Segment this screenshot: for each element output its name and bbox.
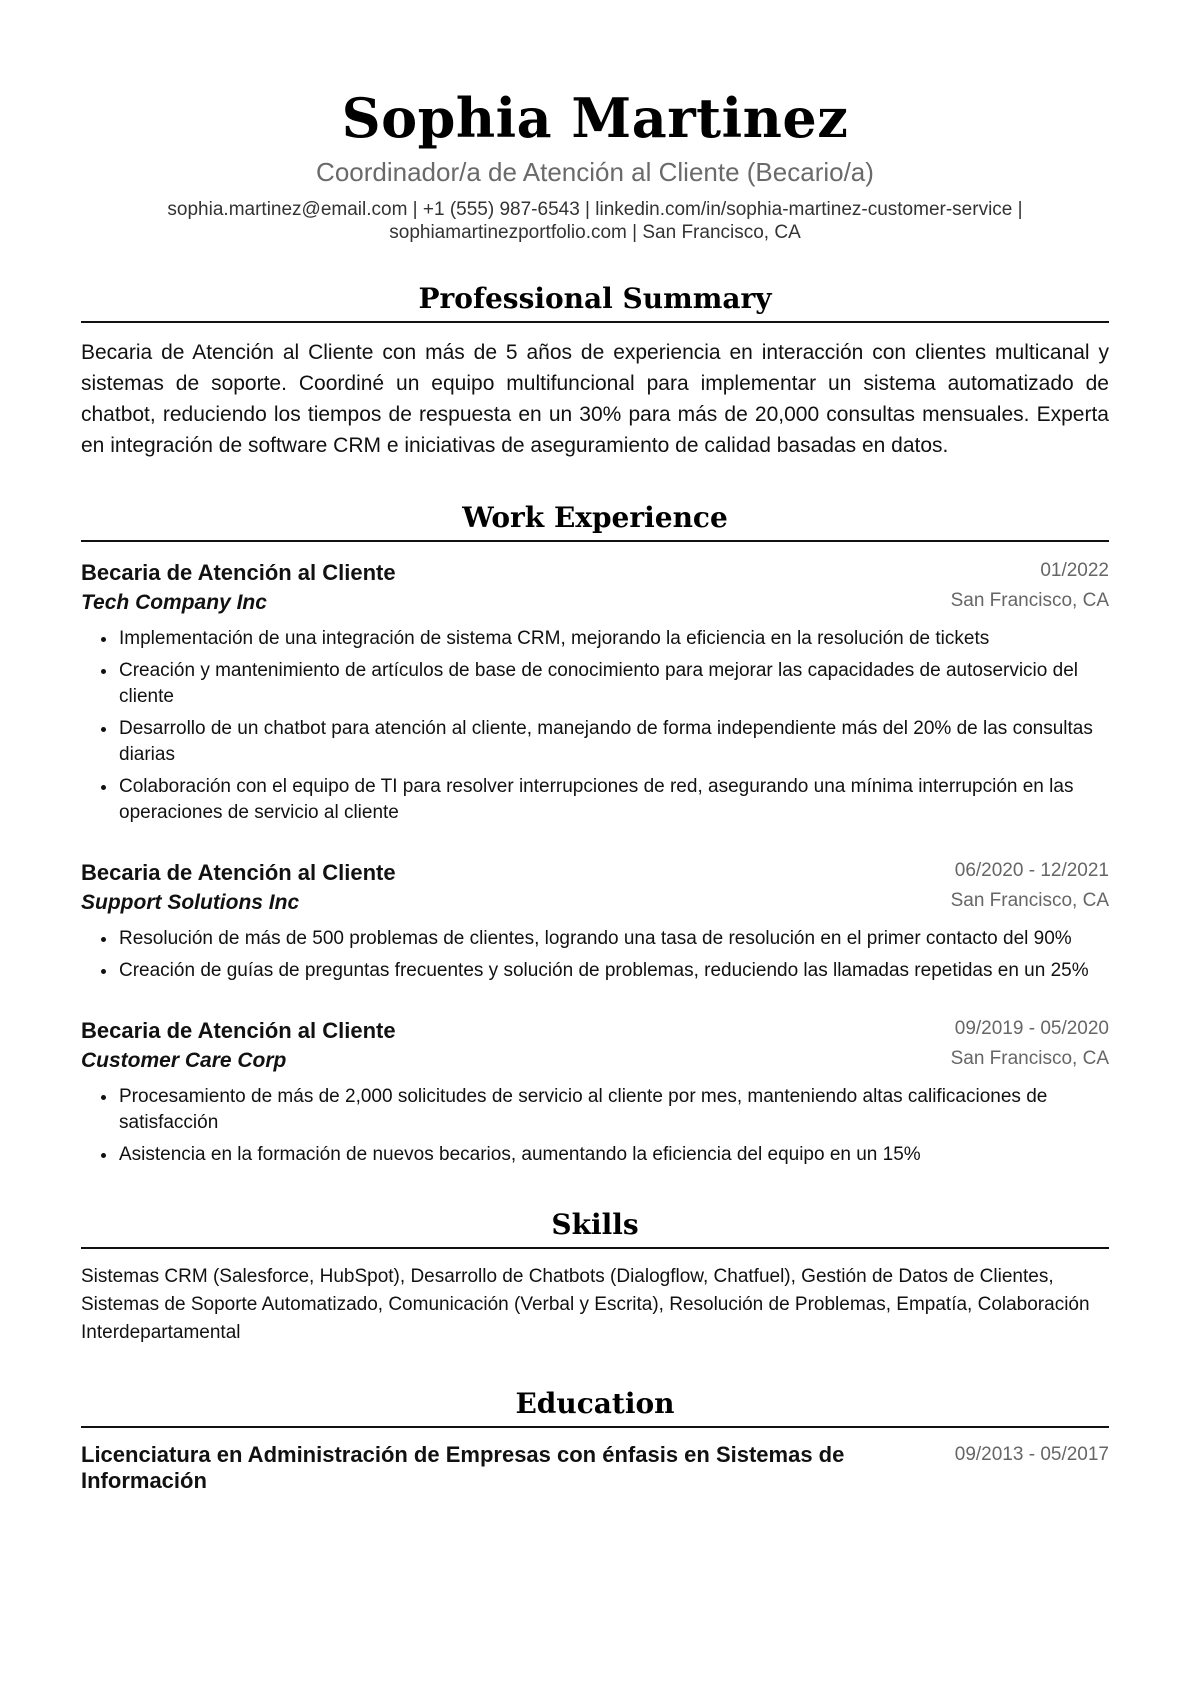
skills-section	[81, 1208, 1109, 1347]
job-title: Becaria de Atención al Cliente	[81, 560, 396, 585]
contact-line-1: sophia.martinez@email.com | +1 (555) 987-6543 | linkedin.com/in/sophia-martinez-customer-service |	[167, 199, 1023, 220]
company-name: Support Solutions Inc	[81, 891, 300, 914]
company-name: Tech Company Inc	[81, 591, 267, 614]
summary-section	[81, 282, 1109, 461]
education-heading: Education	[81, 1387, 1109, 1428]
degree-title: Licenciatura en Administración de Empresas con énfasis en Sistemas de Información	[81, 1442, 845, 1493]
resume-header	[81, 0, 1109, 244]
job-bullet: • Implementación de una integración de sistema CRM, mejorando la eficiencia en la resolución de tickets	[118, 626, 1109, 652]
candidate-title: Coordinador/a de Atención al Cliente (Becario/a)	[316, 157, 874, 187]
summary-heading: Professional Summary	[81, 282, 1109, 323]
job-entry	[81, 1016, 1109, 1168]
job-bullet: • Asistencia en la formación de nuevos becarios, aumentando la eficiencia del equipo en un 15%	[118, 1142, 1109, 1168]
company-name: Customer Care Corp	[81, 1049, 287, 1072]
contact-info	[81, 198, 1109, 244]
job-entry	[81, 558, 1109, 826]
job-bullet: • Creación y mantenimiento de artículos de base de conocimiento para mejorar las capacidades de autoservicio del cliente	[118, 658, 1109, 710]
job-location: San Francisco, CA	[950, 590, 1109, 611]
job-title: Becaria de Atención al Cliente	[81, 860, 396, 885]
job-bullets	[81, 926, 1109, 984]
job-title: Becaria de Atención al Cliente	[81, 1018, 396, 1043]
education-section	[81, 1387, 1109, 1494]
candidate-name: Sophia Martinez	[341, 86, 849, 150]
contact-line-2: sophiamartinezportfolio.com | San Francisco, CA	[389, 222, 801, 243]
education-entry	[81, 1442, 1109, 1494]
job-location: San Francisco, CA	[950, 1048, 1109, 1069]
job-bullet: • Colaboración con el equipo de TI para resolver interrupciones de red, asegurando una mínima interrupción en las operaciones de servicio al cliente	[118, 774, 1109, 826]
job-bullet: • Desarrollo de un chatbot para atención al cliente, manejando de forma independiente más del 20% de las consultas diarias	[118, 716, 1109, 768]
skills-heading: Skills	[81, 1208, 1109, 1249]
job-bullet: • Creación de guías de preguntas frecuentes y solución de problemas, reduciendo las llamadas repetidas en un 25%	[118, 958, 1109, 984]
experience-heading: Work Experience	[81, 501, 1109, 542]
summary-text: Becaria de Atención al Cliente con más de 5 años de experiencia en interacción con clientes multicanal y sistemas de soporte. Coordiné un equipo multifuncional para implementar un sistema automatizado de chatbot, reduciendo los tiempos de respuesta en un 30% para más de 20,000 consultas mensuales. Experta en integración de software CRM e iniciativas de aseguramiento de calidad basadas en datos.	[81, 341, 1109, 457]
job-bullet: • Resolución de más de 500 problemas de clientes, logrando una tasa de resolución en el primer contacto del 90%	[118, 926, 1109, 952]
education-date: 09/2013 - 05/2017	[954, 1444, 1109, 1465]
job-date: 06/2020 - 12/2021	[954, 860, 1109, 881]
experience-section	[81, 501, 1109, 1168]
job-bullets	[81, 626, 1109, 826]
job-bullets	[81, 1084, 1109, 1168]
job-bullet: • Procesamiento de más de 2,000 solicitudes de servicio al cliente por mes, manteniendo altas calificaciones de satisfacción	[118, 1084, 1109, 1136]
skills-text: Sistemas CRM (Salesforce, HubSpot), Desarrollo de Chatbots (Dialogflow, Chatfuel), Gestión de Datos de Clientes, Sistemas de Soporte Automatizado, Comunicación (Verbal y Escrita), Resolución de Problemas, Empatía, Colaboración Interdepartamental	[81, 1266, 1090, 1343]
job-date: 01/2022	[1040, 560, 1109, 581]
job-entry	[81, 858, 1109, 984]
job-location: San Francisco, CA	[950, 890, 1109, 911]
job-date: 09/2019 - 05/2020	[954, 1018, 1109, 1039]
